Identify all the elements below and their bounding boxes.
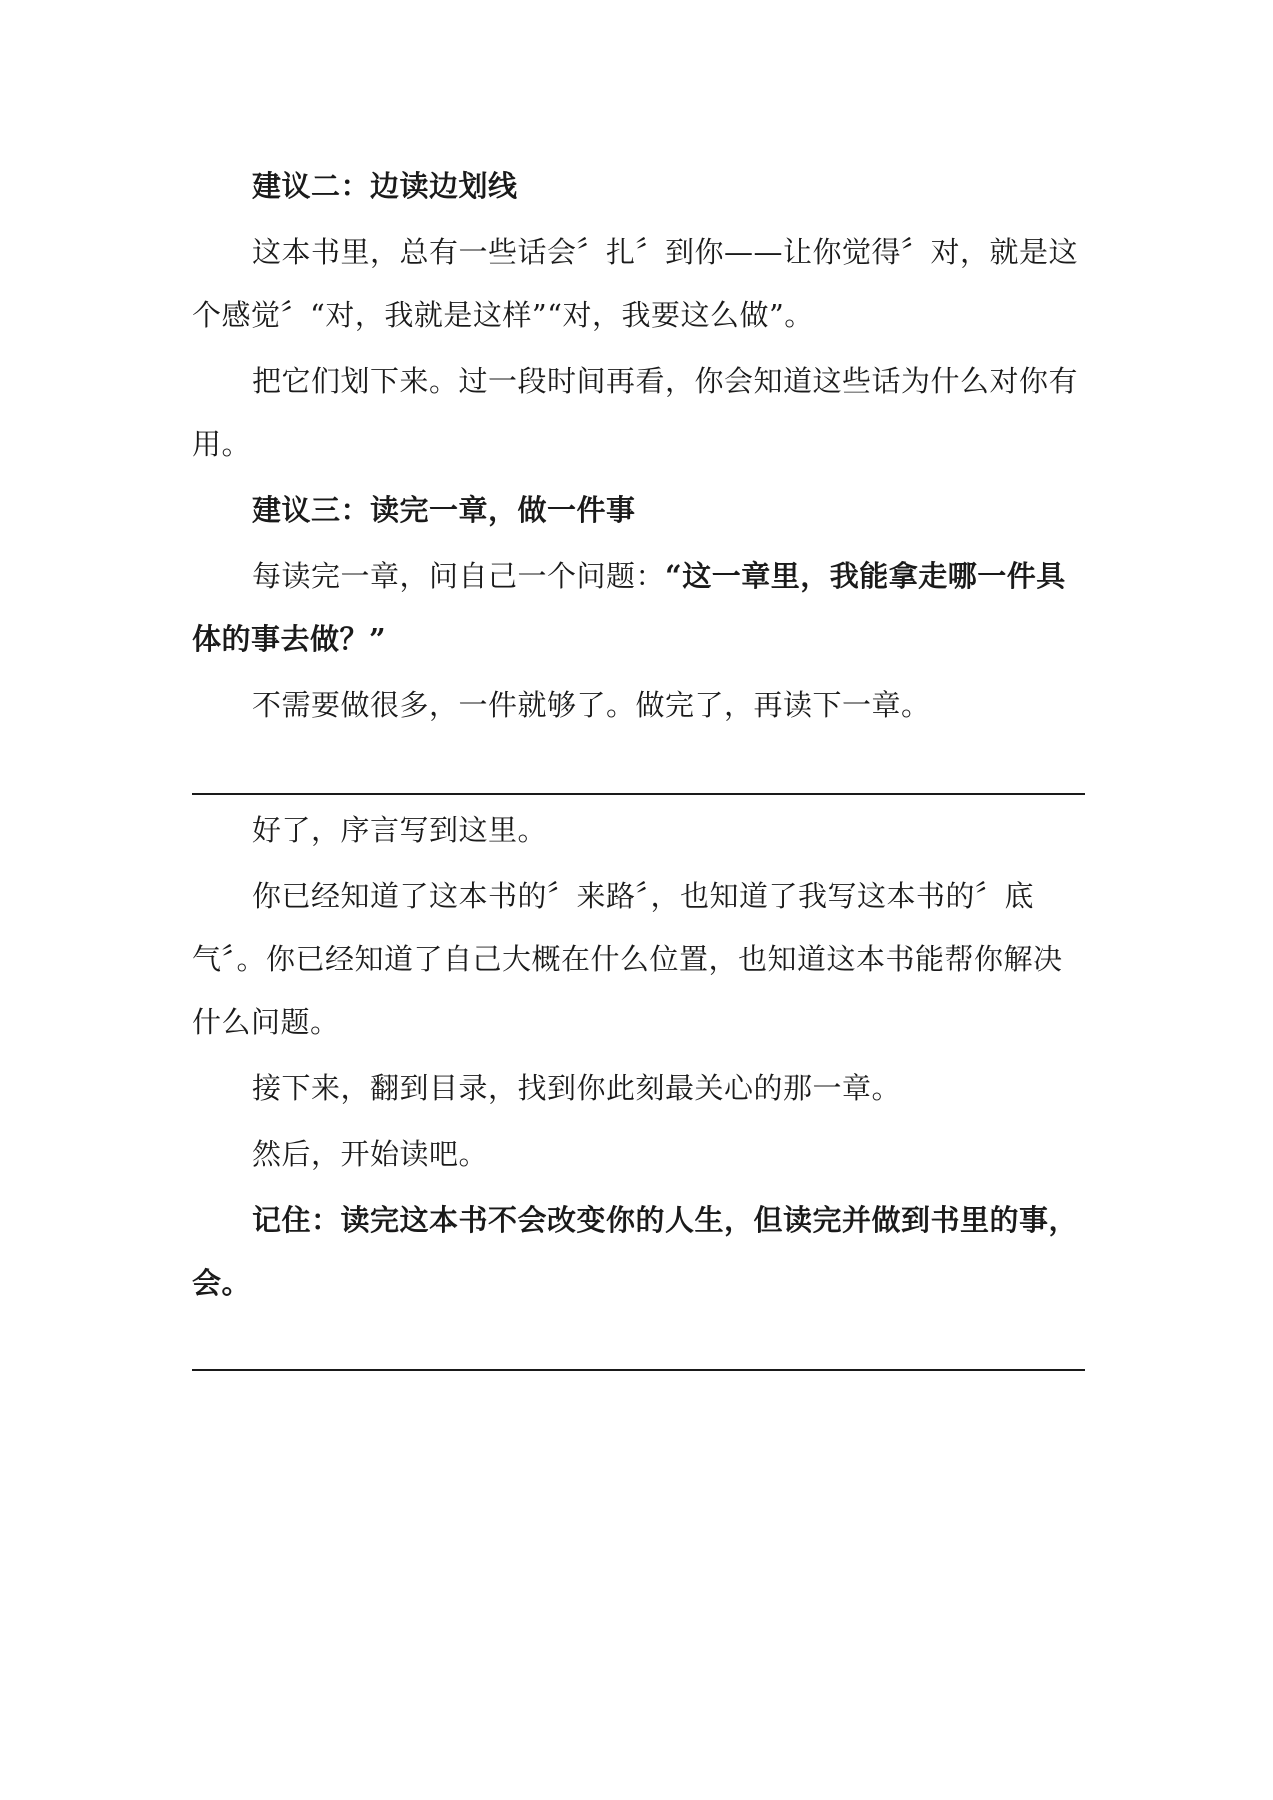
paragraph-go-to-contents: 接下来，翻到目录，找到你此刻最关心的那一章。 <box>252 1071 902 1105</box>
paragraph-one-thing-enough: 不需要做很多，一件就够了。做完了，再读下一章。 <box>252 688 931 722</box>
chapter-question-bold: “这一章里，我能拿走哪一件具体的事去做？” <box>192 559 1066 656</box>
page-content <box>192 0 1085 1371</box>
paragraph-remember: 记住：读完这本书不会改变你的人生，但读完并做到书里的事，会。 <box>192 1203 1079 1300</box>
paragraph-start-reading: 然后，开始读吧。 <box>252 1137 489 1171</box>
section-heading-suggestion-three: 建议三：读完一章，做一件事 <box>252 493 636 527</box>
section-divider-bottom <box>192 1369 1085 1371</box>
paragraph-preface-end: 好了，序言写到这里。 <box>252 813 548 847</box>
paragraph-book-origin: 你已经知道了这本书的〞来路〞，也知道了我写这本书的〞底气〞。你已经知道了自己大概在什么位置，也知道这本书能帮你解决什么问题。 <box>192 879 1063 1039</box>
section-heading-suggestion-two: 建议二：边读边划线 <box>252 169 518 203</box>
paragraph-chapter-question <box>192 545 1085 671</box>
paragraph-underline-action: 把它们划下来。过一段时间再看，你会知道这些话为什么对你有用。 <box>192 364 1079 461</box>
paragraph-underline-intro: 这本书里，总有一些话会〞扎〞到你——让你觉得〞对，就是这个感觉〞“对，我就是这样”“对，我要这么做”。 <box>192 235 1079 332</box>
chapter-question-prefix: 每读完一章，问自己一个问题： <box>252 559 666 593</box>
